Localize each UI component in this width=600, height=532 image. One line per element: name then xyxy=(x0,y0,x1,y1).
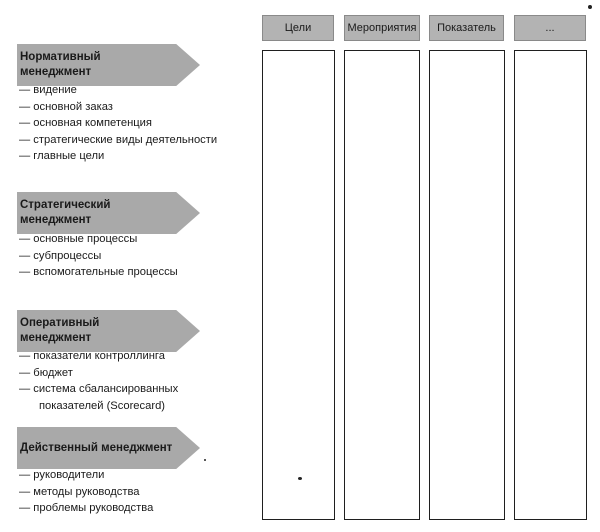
list-item: показателей (Scorecard) xyxy=(39,399,166,412)
list-item: — методы руководства xyxy=(19,485,140,498)
column-header-indicator: Показатель xyxy=(429,15,504,41)
list-item: — основной заказ xyxy=(19,100,113,113)
list-item: — руководители xyxy=(19,469,105,481)
list-item: — система сбалансированных xyxy=(19,383,179,396)
list-item: — стратегические виды деятельности xyxy=(19,133,218,146)
list-item: — главные цели xyxy=(19,150,105,163)
scan-speck xyxy=(204,459,206,461)
scan-speck xyxy=(298,477,302,480)
list-item: — проблемы руководства xyxy=(19,502,154,515)
column-measures xyxy=(344,50,420,520)
column-header-measures: Мероприятия xyxy=(344,15,420,41)
column-more xyxy=(514,50,587,520)
list-action xyxy=(19,467,153,517)
list-item: — вспомогательные процессы xyxy=(19,266,178,279)
list-operational xyxy=(19,348,178,414)
list-item: — субпроцессы xyxy=(19,249,102,262)
section-title-operational: Оперативный менеджмент xyxy=(20,317,100,344)
list-item: — бюджет xyxy=(19,366,73,379)
column-header-goals: Цели xyxy=(262,15,334,41)
section-title-strategic: Стратегический менеджмент xyxy=(20,199,111,226)
column-header-more: ... xyxy=(514,15,586,41)
section-title-normative: Нормативный менеджмент xyxy=(20,51,101,78)
list-strategic xyxy=(19,231,178,281)
column-goals xyxy=(262,50,335,520)
list-normative xyxy=(19,82,217,165)
scan-speck xyxy=(588,5,592,9)
section-title-action: Действенный менеджмент xyxy=(20,442,173,454)
list-item: — основная компетенция xyxy=(19,117,152,130)
list-item: — видение xyxy=(19,84,77,96)
list-item: — основные процессы xyxy=(19,233,138,245)
column-indicator xyxy=(429,50,505,520)
list-item: — показатели контроллинга xyxy=(19,350,165,362)
